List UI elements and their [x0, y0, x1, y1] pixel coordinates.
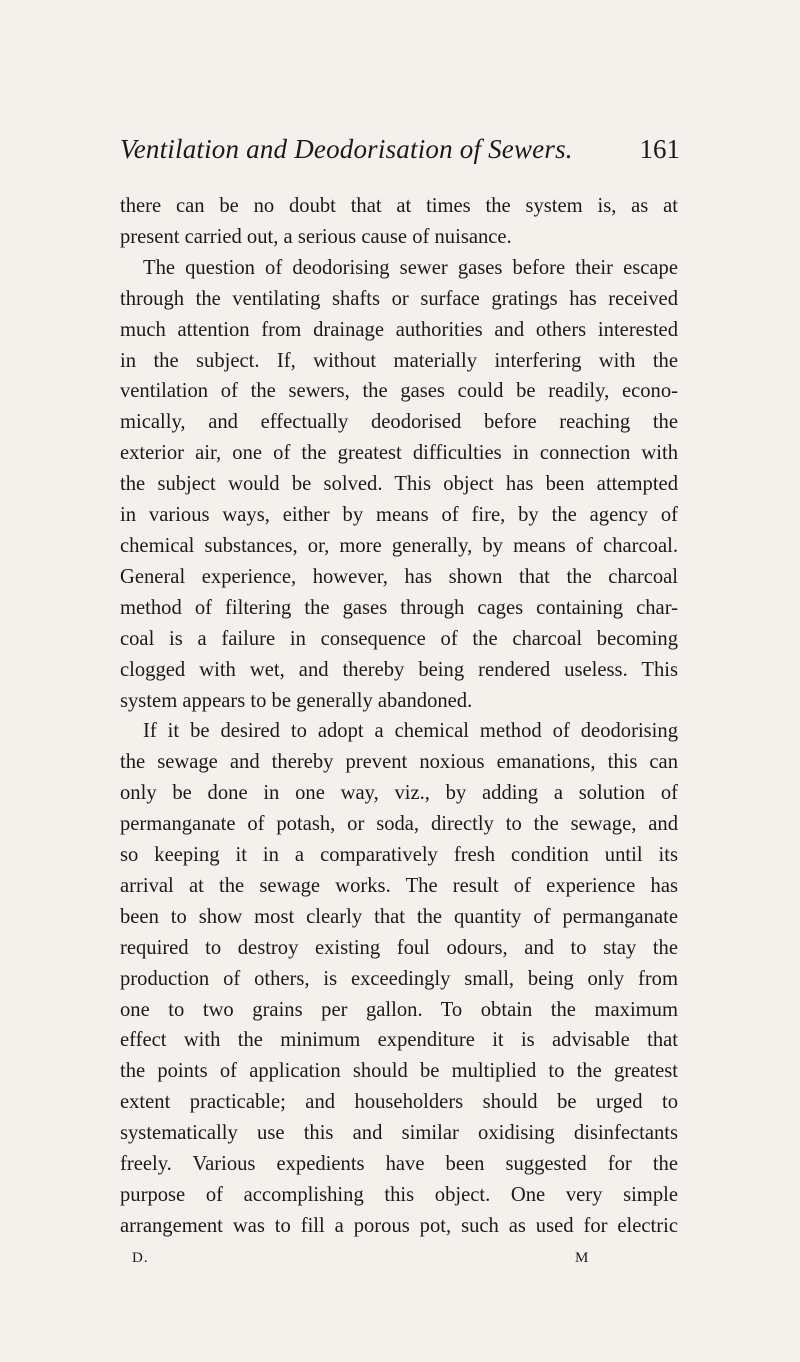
text-line: the points of application should be multiplied to the greatest [120, 1060, 678, 1083]
text-line: systematically use this and similar oxidising disinfectants [120, 1122, 678, 1145]
text-line: exterior air, one of the greatest difficulties in connection with [120, 442, 678, 465]
text-line: in the subject. If, without materially interfering with the [120, 349, 678, 372]
text-line: been to show most clearly that the quantity of permanganate [120, 905, 678, 928]
signature-letter: M [575, 1250, 590, 1266]
text-line: method of filtering the gases through cages containing char- [120, 596, 678, 619]
text-line: the sewage and thereby prevent noxious emanations, this can [120, 751, 678, 774]
running-head [120, 134, 680, 174]
text-line: there can be no doubt that at times the system is, as at [120, 195, 678, 217]
text-line: ventilation of the sewers, the gases could be readily, econo- [120, 380, 678, 403]
text-line: present carried out, a serious cause of nuisance. [120, 225, 512, 248]
text-line: through the ventilating shafts or surface gratings has received [120, 287, 678, 310]
text-line: mically, and effectually deodorised before reaching the [120, 411, 678, 434]
text-line: chemical substances, or, more generally, by means of charcoal. [120, 534, 678, 557]
text-line: much attention from drainage authorities and others interested [120, 318, 678, 341]
text-line: The question of deodorising sewer gases before their escape [143, 256, 678, 279]
text-line: General experience, however, has shown that the charcoal [120, 565, 678, 588]
page-footer [120, 1250, 680, 1274]
text-line: system appears to be generally abandoned. [120, 689, 473, 712]
text-line: only be done in one way, viz., by adding a solution of [120, 782, 678, 805]
text-line: in various ways, either by means of fire, by the agency of [120, 504, 678, 527]
running-title: Ventilation and Deodorisation of Sewers. [120, 134, 573, 164]
text-line: extent practicable; and householders should be urged to [120, 1091, 678, 1114]
text-line: arrangement was to fill a porous pot, such as used for electric [120, 1214, 678, 1237]
text-line: purpose of accomplishing this object. One very simple [120, 1184, 678, 1206]
signature-mark: D. [132, 1250, 149, 1266]
text-line: If it be desired to adopt a chemical method of deodorising [143, 720, 678, 743]
body-text [120, 191, 678, 1242]
text-line: clogged with wet, and thereby being rendered useless. This [120, 658, 678, 681]
text-line: effect with the minimum expenditure it is advisable that [120, 1029, 678, 1052]
text-line: so keeping it in a comparatively fresh condition until its [120, 844, 678, 867]
text-line: permanganate of potash, or soda, directly to the sewage, and [120, 813, 678, 836]
text-line: coal is a failure in consequence of the charcoal becoming [120, 627, 678, 650]
text-line: required to destroy existing foul odours, and to stay the [120, 936, 678, 959]
text-line: freely. Various expedients have been suggested for the [120, 1153, 678, 1176]
text-line: the subject would be solved. This object has been attempted [120, 473, 678, 496]
text-line: one to two grains per gallon. To obtain the maximum [120, 998, 678, 1021]
page-number: 161 [639, 134, 680, 164]
text-line: production of others, is exceedingly small, being only from [120, 967, 678, 990]
text-line: arrival at the sewage works. The result of experience has [120, 874, 678, 897]
